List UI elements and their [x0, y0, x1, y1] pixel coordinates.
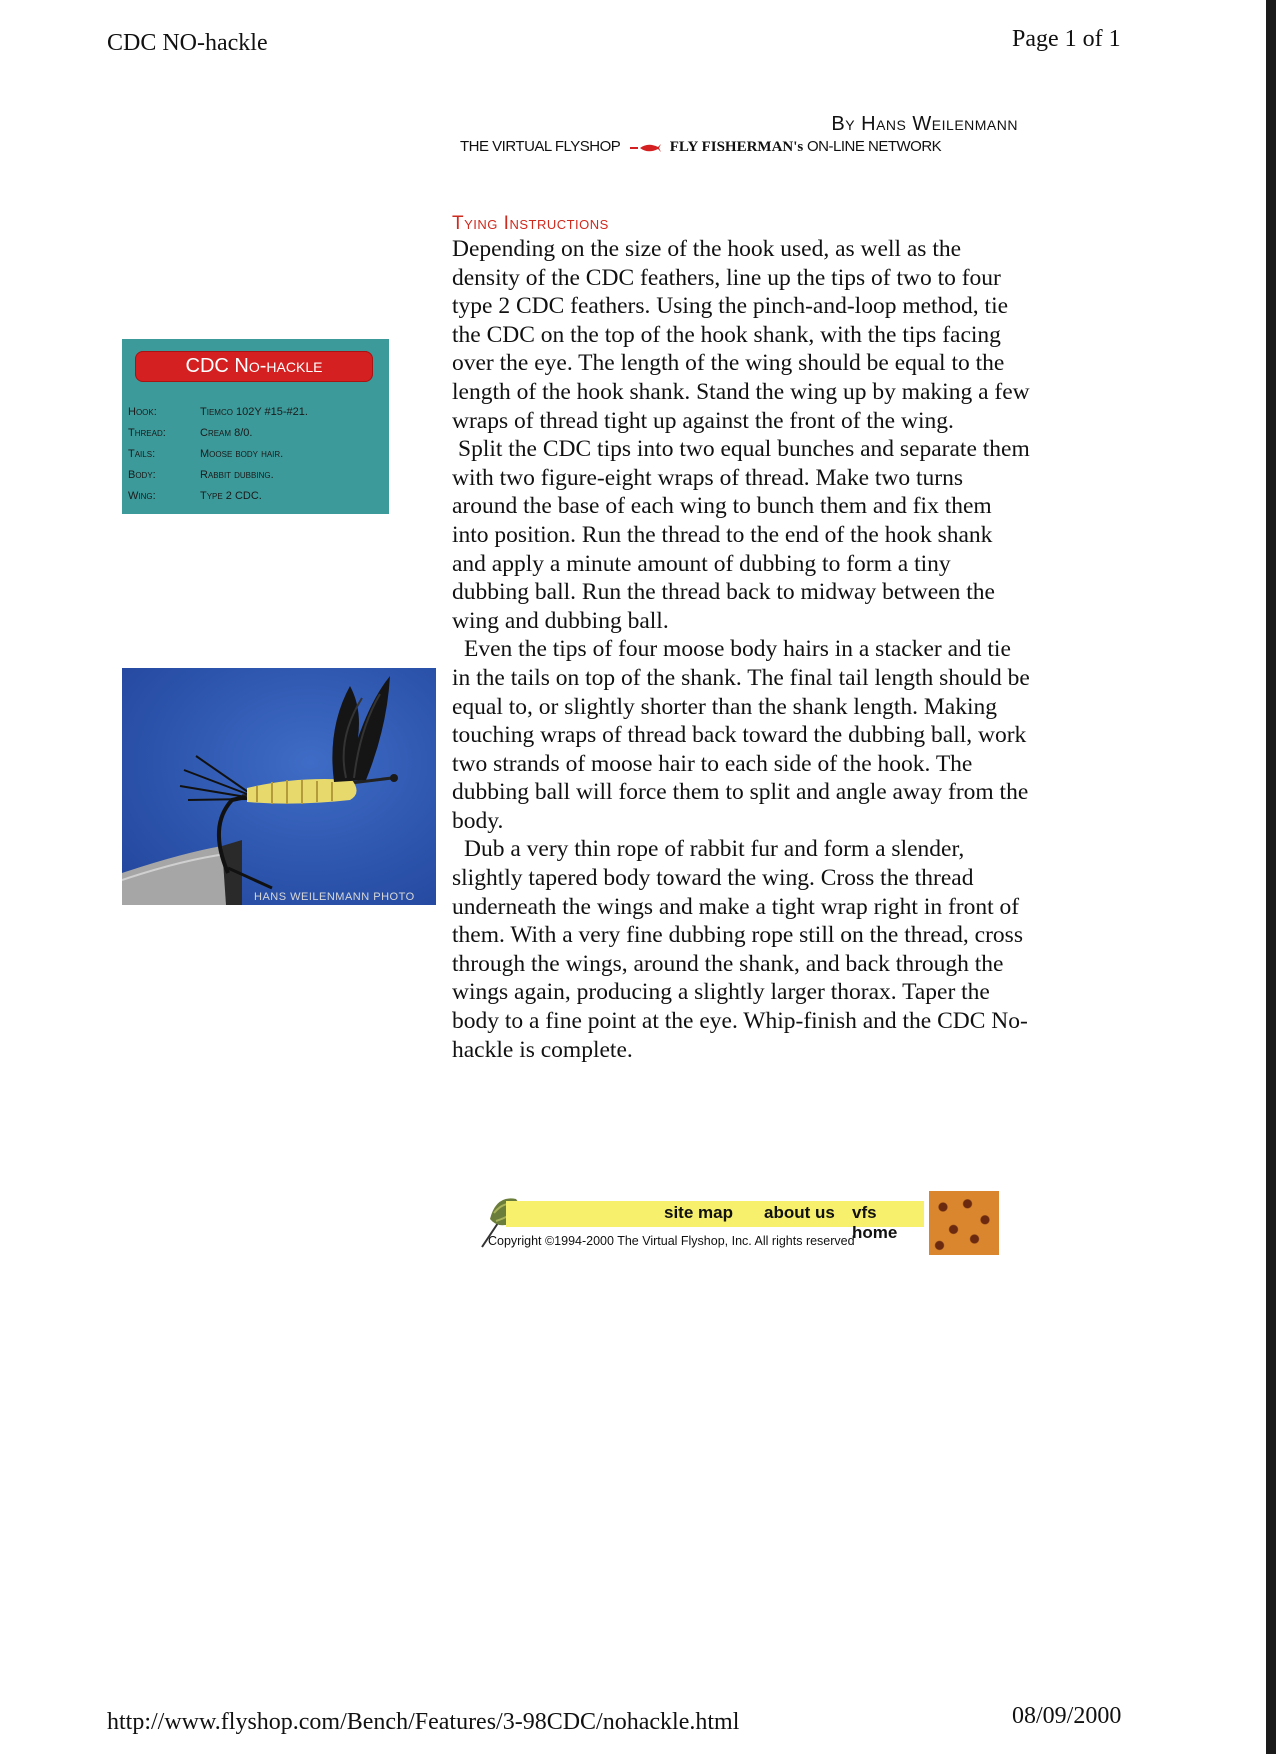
fly-illustration-icon	[122, 668, 436, 905]
scan-edge	[1266, 0, 1276, 1754]
recipe-value: Rabbit dubbing.	[200, 469, 274, 481]
recipe-value: Moose body hair.	[200, 448, 284, 460]
recipe-row-wing	[128, 490, 262, 502]
instructions-paragraph: Even the tips of four moose body hairs in a stacker and tie in the tails on top of the shank. The final tail length should be equal to, or slightly shorter than the shank length. Making touching wraps of thread back toward the dubbing ball, work two strands of moose hair to each side of the hook. The dubbing ball will force them to split and angle away from the body.	[452, 636, 1030, 834]
print-header-page: Page 1 of 1	[1012, 26, 1121, 52]
recipe-label: Thread:	[128, 427, 166, 439]
footer-nav	[476, 1189, 1000, 1257]
recipe-title: CDC No-hackle	[135, 351, 373, 382]
copyright: Copyright ©1994-2000 The Virtual Flyshop, Inc. All rights reserved	[488, 1234, 855, 1248]
recipe-value: Tiemco 102Y #15-#21.	[200, 406, 308, 418]
recipe-row-body	[128, 469, 274, 481]
instructions-paragraph: Split the CDC tips into two equal bunches and separate them with two figure-eight wraps of thread. Make two turns around the base of each wing to bunch them and fix them into position. Run the thread to the end of the hook shank and apply a minute amount of dubbing to form a tiny dubbing ball. Run the thread back to midway between the wing and dubbing ball.	[452, 436, 1030, 634]
network-banner	[460, 138, 1005, 160]
recipe-label: Tails:	[128, 448, 156, 460]
recipe-label: Hook:	[128, 406, 157, 418]
print-footer-url: http://www.flyshop.com/Bench/Features/3-98CDC/nohackle.html	[107, 1709, 740, 1735]
recipe-row-thread	[128, 427, 252, 439]
tying-instructions	[452, 213, 1032, 1064]
nav-link-vfs-home[interactable]: vfs home	[852, 1203, 898, 1242]
instructions-title: Tying Instructions	[452, 213, 609, 234]
recipe-card	[122, 339, 389, 514]
photo-credit: HANS WEILENMANN PHOTO	[254, 891, 415, 903]
fly-photo	[122, 668, 436, 905]
recipe-label: Body:	[128, 469, 156, 481]
recipe-value: Type 2 CDC.	[200, 490, 262, 502]
network-site: THE VIRTUAL FLYSHOP	[460, 138, 621, 155]
print-footer-date: 08/09/2000	[1012, 1703, 1122, 1729]
nav-link-about-us[interactable]: about us	[764, 1203, 835, 1222]
print-header-title: CDC NO-hackle	[107, 30, 268, 56]
nav-link-site-map[interactable]: site map	[664, 1203, 733, 1222]
recipe-value: Cream 8/0.	[200, 427, 253, 439]
network-magazine: FLY FISHERMAN's	[669, 139, 804, 155]
leopard-pattern-icon	[929, 1191, 999, 1255]
byline: By Hans Weilenmann	[831, 113, 1018, 135]
recipe-row-tails	[128, 448, 283, 460]
recipe-label: Wing:	[128, 490, 156, 502]
instructions-paragraph: Depending on the size of the hook used, as well as the density of the CDC feathers, line up the tips of two to four type 2 CDC feathers. Using the pinch-and-loop method, tie the CDC on the top of the hook shank, with the tips facing over the eye. The length of the wing should be equal to the length of the hook shank. Stand the wing up by making a few wraps of thread tight up against the front of the wing.	[452, 236, 1030, 434]
instructions-paragraph: Dub a very thin rope of rabbit fur and form a slender, slightly tapered body toward the wing. Cross the thread underneath the wings and make a tight wrap right in front of them. With a very fine dubbing rope still on the thread, cross through the wings, around the shank, and back through the wings again, producing a slightly larger thorax. Taper the body to a fine point at the eye. Whip-finish and the CDC No-hackle is complete.	[452, 836, 1028, 1063]
fish-logo-icon	[628, 141, 662, 155]
recipe-row-hook	[128, 406, 308, 418]
network-tagline: ON-LINE NETWORK	[807, 138, 942, 155]
